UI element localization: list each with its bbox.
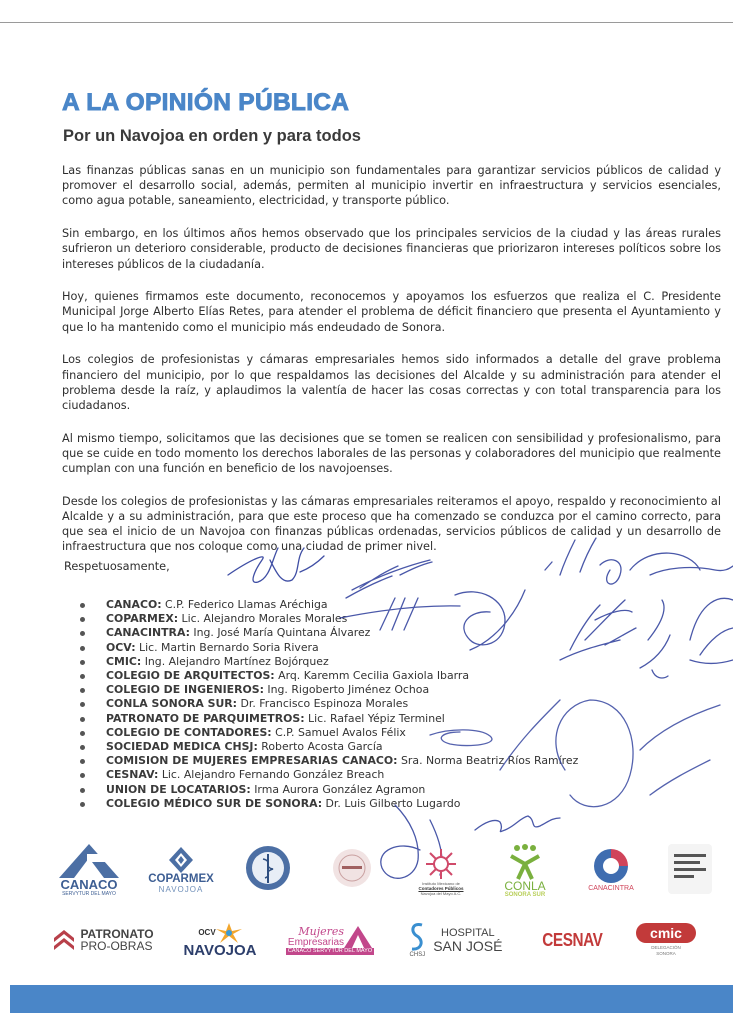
bullet-icon [80, 702, 85, 707]
mujeres-empresarias-logo [280, 916, 380, 964]
signer-name: Ing. Alejandro Martínez Bojórquez [141, 654, 329, 668]
mujeres-band: CANACO SERVYTUR DEL MAYO [287, 947, 373, 954]
signer-org: COLEGIO MÉDICO SUR DE SONORA: [106, 796, 323, 810]
canaco-tagline: SERVYTUR DEL MAYO [62, 891, 116, 897]
contadores-line3: Navojoa del Mayo A.C. [420, 890, 462, 896]
signer-item [80, 768, 578, 782]
seal-icon [332, 848, 372, 888]
letter-body [62, 163, 721, 572]
footer-bar [10, 985, 733, 1013]
paragraph: Sin embargo, en los últimos años hemos observado que los principales servicios de la ciudad y las áreas rurales sufrieron un deterioro considerable, producto de decisiones financieras que priorizaron intereses políticos sobre los intereses públicos de la ciudadanía. [62, 227, 721, 271]
signer-item [80, 612, 578, 626]
conla-name: CONLA [504, 878, 546, 893]
top-rule [0, 22, 733, 23]
coparmex-name: COPARMEX [148, 873, 214, 885]
signer-item [80, 797, 578, 811]
hospital-mark: CHSJ [409, 952, 426, 958]
contadores-line2: Contadores Públicos [418, 885, 464, 891]
signer-org: SOCIEDAD MEDICA CHSJ: [106, 740, 258, 754]
signer-item [80, 740, 578, 754]
page-subtitle: Por un Navojoa en orden y para todos [63, 127, 361, 145]
signer-item [80, 783, 578, 797]
mujeres-line1: Mujeres [298, 924, 345, 938]
signer-name: Dr. Francisco Espinoza Morales [237, 697, 409, 711]
canacintra-logo [580, 838, 642, 902]
document-logo [665, 838, 715, 900]
patronato-logo [48, 918, 158, 962]
signer-org: UNION DE LOCATARIOS: [106, 782, 251, 796]
signer-org: COLEGIO DE INGENIEROS: [106, 683, 264, 697]
hospital-san-jose-logo [397, 915, 515, 965]
ocv-prefix: OCV [198, 928, 216, 937]
mujeres-line2: Empresarias [287, 936, 345, 948]
bullet-icon [80, 731, 85, 736]
patronato-emblem-icon [52, 926, 76, 954]
signer-item [80, 712, 578, 726]
signer-org: COPARMEX: [106, 612, 179, 626]
bullet-icon [80, 773, 85, 778]
signer-org: COLEGIO DE ARQUITECTOS: [106, 669, 275, 683]
conla-emblem-icon [508, 844, 542, 880]
signer-org: CMIC: [106, 654, 142, 668]
signer-org: PATRONATO DE PARQUIMETROS: [106, 711, 305, 725]
signer-name: Arq. Karemm Cecilia Gaxiola Ibarra [274, 669, 470, 683]
bullet-icon [80, 674, 85, 679]
bullet-icon [80, 631, 85, 636]
signer-org: CONLA SONORA SUR: [106, 697, 238, 711]
signer-org: CANACINTRA: [106, 626, 190, 640]
signer-name: Lic. Alejandro Fernando González Breach [158, 768, 385, 782]
closing-greeting: Respetuosamente, [64, 560, 170, 573]
cmic-line2: SONORA [656, 951, 676, 956]
signer-name: Roberto Acosta García [257, 740, 383, 754]
signer-org: CANACO: [106, 598, 162, 611]
signer-name: Sra. Norma Beatriz Ríos Ramírez [397, 754, 579, 768]
page-title: A LA OPINIÓN PÚBLICA [62, 89, 350, 116]
hospital-line2: SAN JOSÉ [433, 937, 503, 954]
signer-name: Lic. Rafael Yépiz Terminel [304, 711, 445, 725]
contadores-logo [410, 840, 472, 902]
bullet-icon [80, 802, 85, 807]
seal-logo [330, 846, 374, 890]
signer-org: COMISION DE MUJERES EMPRESARIAS CANACO: [106, 754, 398, 768]
signer-org: OCV: [106, 640, 136, 654]
paragraph: Hoy, quienes firmamos este documento, reconocemos y apoyamos los esfuerzos que realiza el C. Presidente Municipal Jorge Alberto Elías Retes, para atender el problema de déficit financiero que presenta el Ayuntamiento y que lo ha mantenido como el municipio más endeudado de Sonora. [62, 290, 721, 334]
cesnav-logo [532, 920, 612, 960]
signer-list [80, 598, 578, 811]
signer-name: Lic. Martin Bernardo Soria Rivera [135, 640, 319, 654]
signer-name: Irma Aurora González Agramon [250, 782, 426, 796]
signer-item [80, 598, 578, 612]
cmic-name: cmic [636, 923, 696, 943]
paragraph: Al mismo tiempo, solicitamos que las decisiones que se tomen se realicen con sensibilidad y profesionalismo, para que se cuide en todo momento los derechos laborales de las personas y colaboradores del municipio que realmente cumplan con una función en beneficio de los navojoenses. [62, 431, 721, 476]
signer-item [80, 726, 578, 740]
document-emblem-icon [668, 844, 712, 894]
cesnav-name: CESNAV [541, 930, 603, 950]
signature [690, 598, 733, 663]
cmic-line1: DELEGACIÓN [651, 945, 681, 950]
signer-org: CESNAV: [106, 768, 159, 782]
canacintra-name: CANACINTRA [588, 885, 634, 892]
signer-item [80, 754, 578, 768]
signer-name: C.P. Federico Llamas Aréchiga [161, 598, 328, 611]
signer-name: Ing. José María Quintana Álvarez [189, 626, 371, 640]
signer-name: C.P. Samuel Avalos Félix [271, 725, 406, 739]
bullet-icon [80, 660, 85, 665]
patronato-line2: PRO-OBRAS [80, 939, 153, 953]
signer-item [80, 697, 578, 711]
sun-burst-icon [216, 923, 242, 943]
signer-item [80, 626, 578, 640]
mujeres-emblem-icon [344, 926, 372, 948]
canacintra-emblem-icon [592, 847, 630, 885]
bullet-icon [80, 688, 85, 693]
canaco-name: CANACO [60, 877, 118, 892]
signer-item [80, 641, 578, 655]
coparmex-city: NAVOJOA [158, 885, 204, 894]
signer-name: Dr. Luis Gilberto Lugardo [322, 796, 461, 810]
signer-item [80, 683, 578, 697]
signer-name: Ing. Rigoberto Jiménez Ochoa [263, 683, 430, 697]
paragraph: Las finanzas públicas sanas en un municipio son fundamentales para garantizar servicios públicos de calidad y promover el desarrollo social, además, permiten al municipio invertir en infraestructura y servicios esenciales, como agua potable, saneamiento, electricidad, y transporte público. [62, 164, 721, 208]
paragraph: Los colegios de profesionistas y cámaras empresariales hemos sido informados a detalle del grave problema financiero del municipio, por lo que respaldamos las decisiones del Alcalde y su administración para atender el problema desde la raíz, y aplaudimos la valentía de hacer las cosas correctas y con total transparencia para los ciudadanos. [62, 353, 721, 412]
bullet-icon [80, 788, 85, 793]
bullet-icon [80, 617, 85, 622]
ocv-name: NAVOJOA [183, 941, 257, 959]
bullet-icon [80, 745, 85, 750]
cmic-logo [630, 917, 702, 963]
conla-logo [495, 840, 555, 902]
coparmex-logo [140, 843, 222, 898]
bullet-icon [80, 717, 85, 722]
canaco-logo [48, 843, 130, 898]
hospital-line1: HOSPITAL [441, 926, 495, 939]
bullet-icon [80, 646, 85, 651]
medical-emblem-icon [245, 845, 291, 891]
bullet-icon [80, 759, 85, 764]
contadores-emblem-icon [424, 847, 458, 881]
coparmex-emblem-icon [169, 847, 193, 873]
signer-org: COLEGIO DE CONTADORES: [106, 725, 272, 739]
signer-item [80, 669, 578, 683]
paragraph: Desde los colegios de profesionistas y las cámaras empresariales reiteramos el apoyo, respaldo y reconocimiento al Alcalde y a su administración, para que este proceso que ha comenzado se conduzca por el camino correcto, para que sea el inicio de un Navojoa con finanzas públicas ordenadas, servicios públicos de calidad y un desarrollo de infraestructura que nos coloque como una ciudad de primer nivel. [62, 494, 721, 554]
signer-name: Lic. Alejandro Morales Morales [178, 612, 348, 626]
signer-item [80, 655, 578, 669]
sociedad-medica-logo [243, 843, 293, 893]
bullet-icon [80, 603, 85, 608]
patronato-line1: PATRONATO [80, 927, 154, 941]
ocv-navojoa-logo [178, 915, 262, 965]
conla-region: SONORA SUR [504, 891, 546, 898]
canaco-emblem-icon [59, 844, 119, 878]
contadores-line1: Instituto Mexicano de [422, 880, 460, 886]
hospital-s-icon [410, 922, 424, 952]
